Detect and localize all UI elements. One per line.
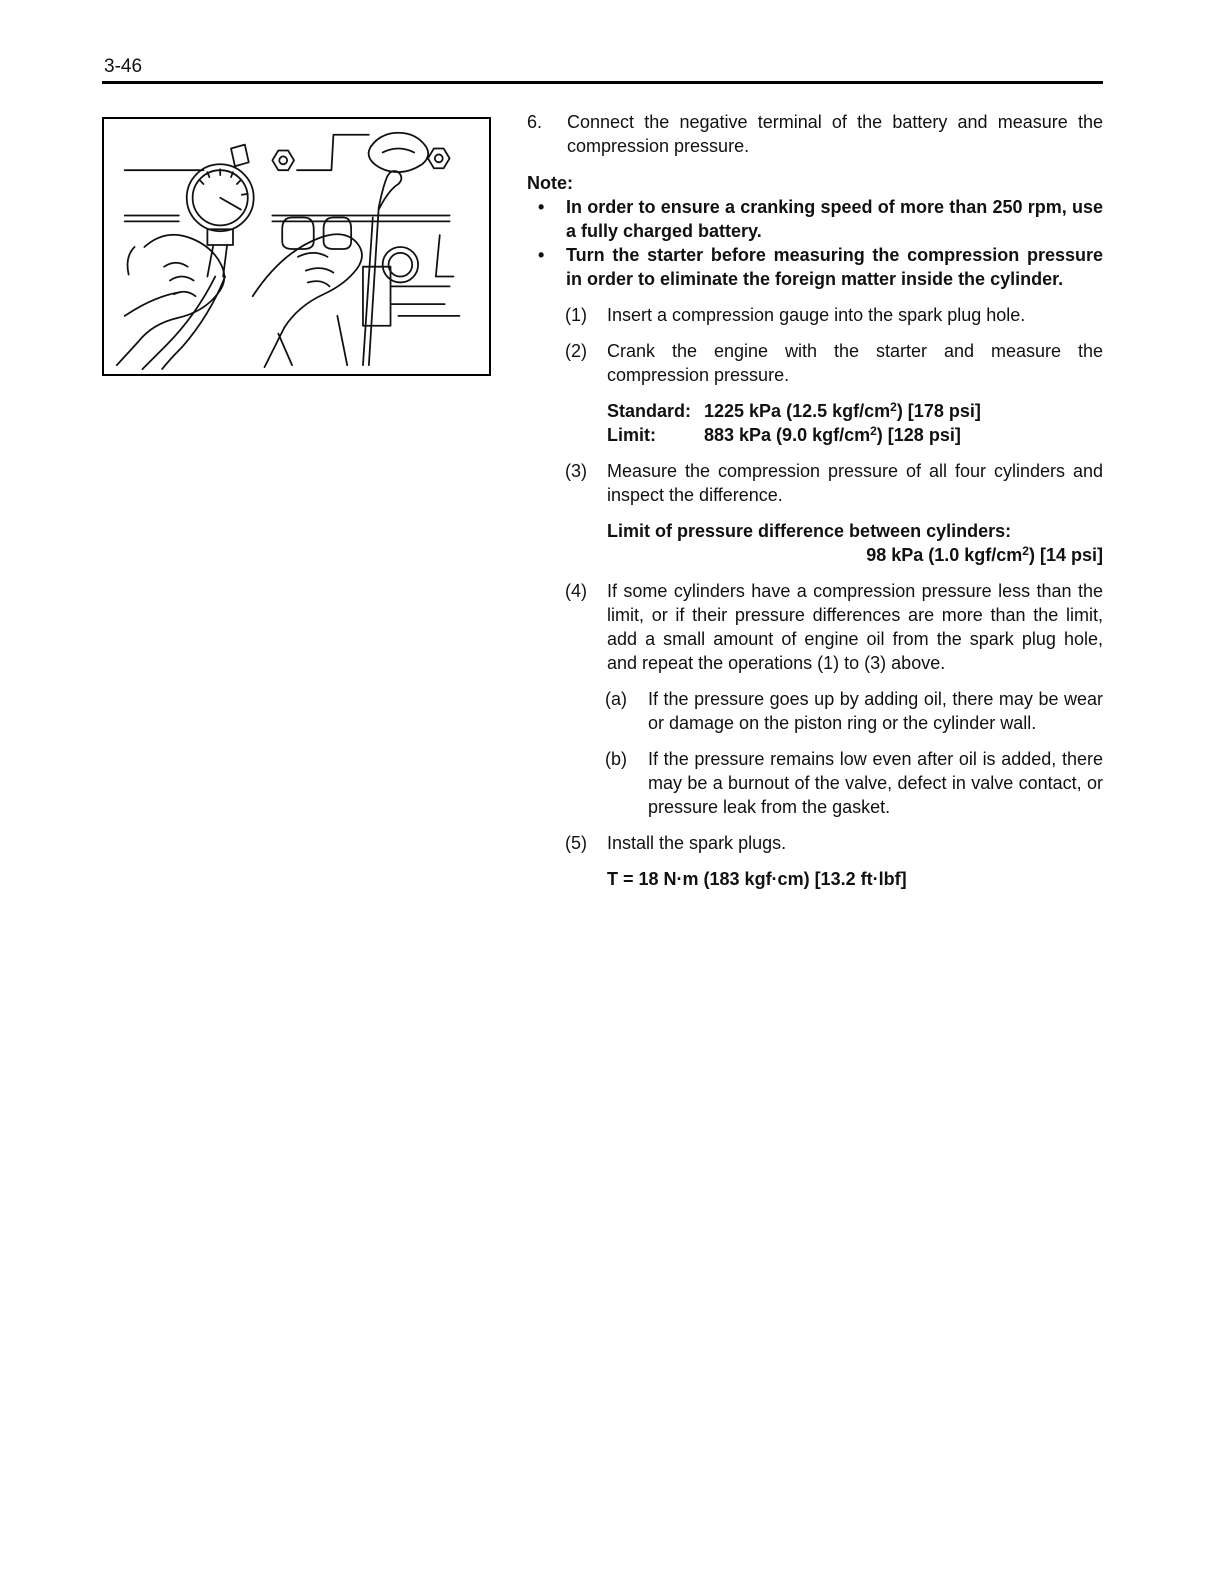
substep-text: If some cylinders have a compression pressure less than the limit, or if their pressure differences are more than the limit, add a small amount of engine oil from the spark plug hole, and repeat the operations (1) to (3) above. <box>607 581 1103 673</box>
substep-b <box>605 747 1103 819</box>
substep-number: (2) <box>565 341 587 361</box>
spec-superscript: 2 <box>890 400 897 414</box>
substep-number: (3) <box>565 461 587 481</box>
substep-number: (1) <box>565 305 587 325</box>
note-bullet <box>527 195 1103 243</box>
compression-gauge-illustration <box>102 117 491 376</box>
substep-text: Install the spark plugs. <box>607 833 787 853</box>
spec-tail: ) [14 psi] <box>1028 545 1103 565</box>
substep-text: If the pressure goes up by adding oil, there may be wear or damage on the piston ring or the cylinder wall. <box>648 689 1103 733</box>
compression-gauge-icon <box>187 145 254 277</box>
substep-1 <box>565 303 1103 327</box>
pressure-difference-value <box>607 543 1103 567</box>
header-rule <box>102 81 1103 84</box>
note-text: Turn the starter before measuring the compression pressure in order to eliminate the foreign matter inside the cylinder. <box>566 245 1103 289</box>
spec-superscript: 2 <box>1022 544 1029 558</box>
procedure-content <box>527 110 1103 891</box>
bolt-icon <box>428 149 450 169</box>
bolt-icon <box>272 151 294 171</box>
note-bullet <box>527 243 1103 291</box>
substep-a <box>605 687 1103 735</box>
page-number: 3-46 <box>104 56 143 77</box>
spec-tail: ) [178 psi] <box>896 401 981 421</box>
substep-text: Measure the compression pressure of all four cylinders and inspect the difference. <box>607 461 1103 505</box>
substep-text: Crank the engine with the starter and measure the compression pressure. <box>607 341 1103 385</box>
substep-text: If the pressure remains low even after oil is added, there may be a burnout of the valve, defect in valve contact, or pressure leak from the gasket. <box>648 749 1103 817</box>
bullet-icon: • <box>538 245 545 265</box>
substep-number: (5) <box>565 833 587 853</box>
substep-letter: (a) <box>605 689 627 709</box>
spec-label: Limit: <box>607 425 656 445</box>
substep-text: Insert a compression gauge into the spark plug hole. <box>607 305 1026 325</box>
substep-letter: (b) <box>605 749 627 769</box>
bullet-icon: • <box>538 197 545 217</box>
substep-3 <box>565 459 1103 507</box>
spec-superscript: 2 <box>870 424 877 438</box>
substep-number: (4) <box>565 581 587 601</box>
spec-value: 98 kPa (1.0 kgf/cm <box>866 545 1023 565</box>
step-text: Connect the negative terminal of the battery and measure the compression pressure. <box>567 112 1103 156</box>
spec-label: Standard: <box>607 401 692 421</box>
step-6 <box>527 110 1103 158</box>
pressure-difference-label: Limit of pressure difference between cylinders: <box>607 521 1012 541</box>
note-text: In order to ensure a cranking speed of more than 250 rpm, use a fully charged battery. <box>566 197 1103 241</box>
spec-tail: ) [128 psi] <box>876 425 961 445</box>
spec-value: 1225 kPa (12.5 kgf/cm <box>704 401 891 421</box>
step-number: 6. <box>527 112 543 132</box>
substep-2 <box>565 339 1103 387</box>
torque-spec: T = 18 N·m (183 kgf·cm) [13.2 ft·lbf] <box>607 869 907 889</box>
substep-5 <box>565 831 1103 855</box>
spec-standard <box>607 399 1103 423</box>
note-label: Note: <box>527 173 573 193</box>
substep-4 <box>565 579 1103 675</box>
spec-limit <box>607 423 1103 447</box>
spec-value: 883 kPa (9.0 kgf/cm <box>704 425 871 445</box>
